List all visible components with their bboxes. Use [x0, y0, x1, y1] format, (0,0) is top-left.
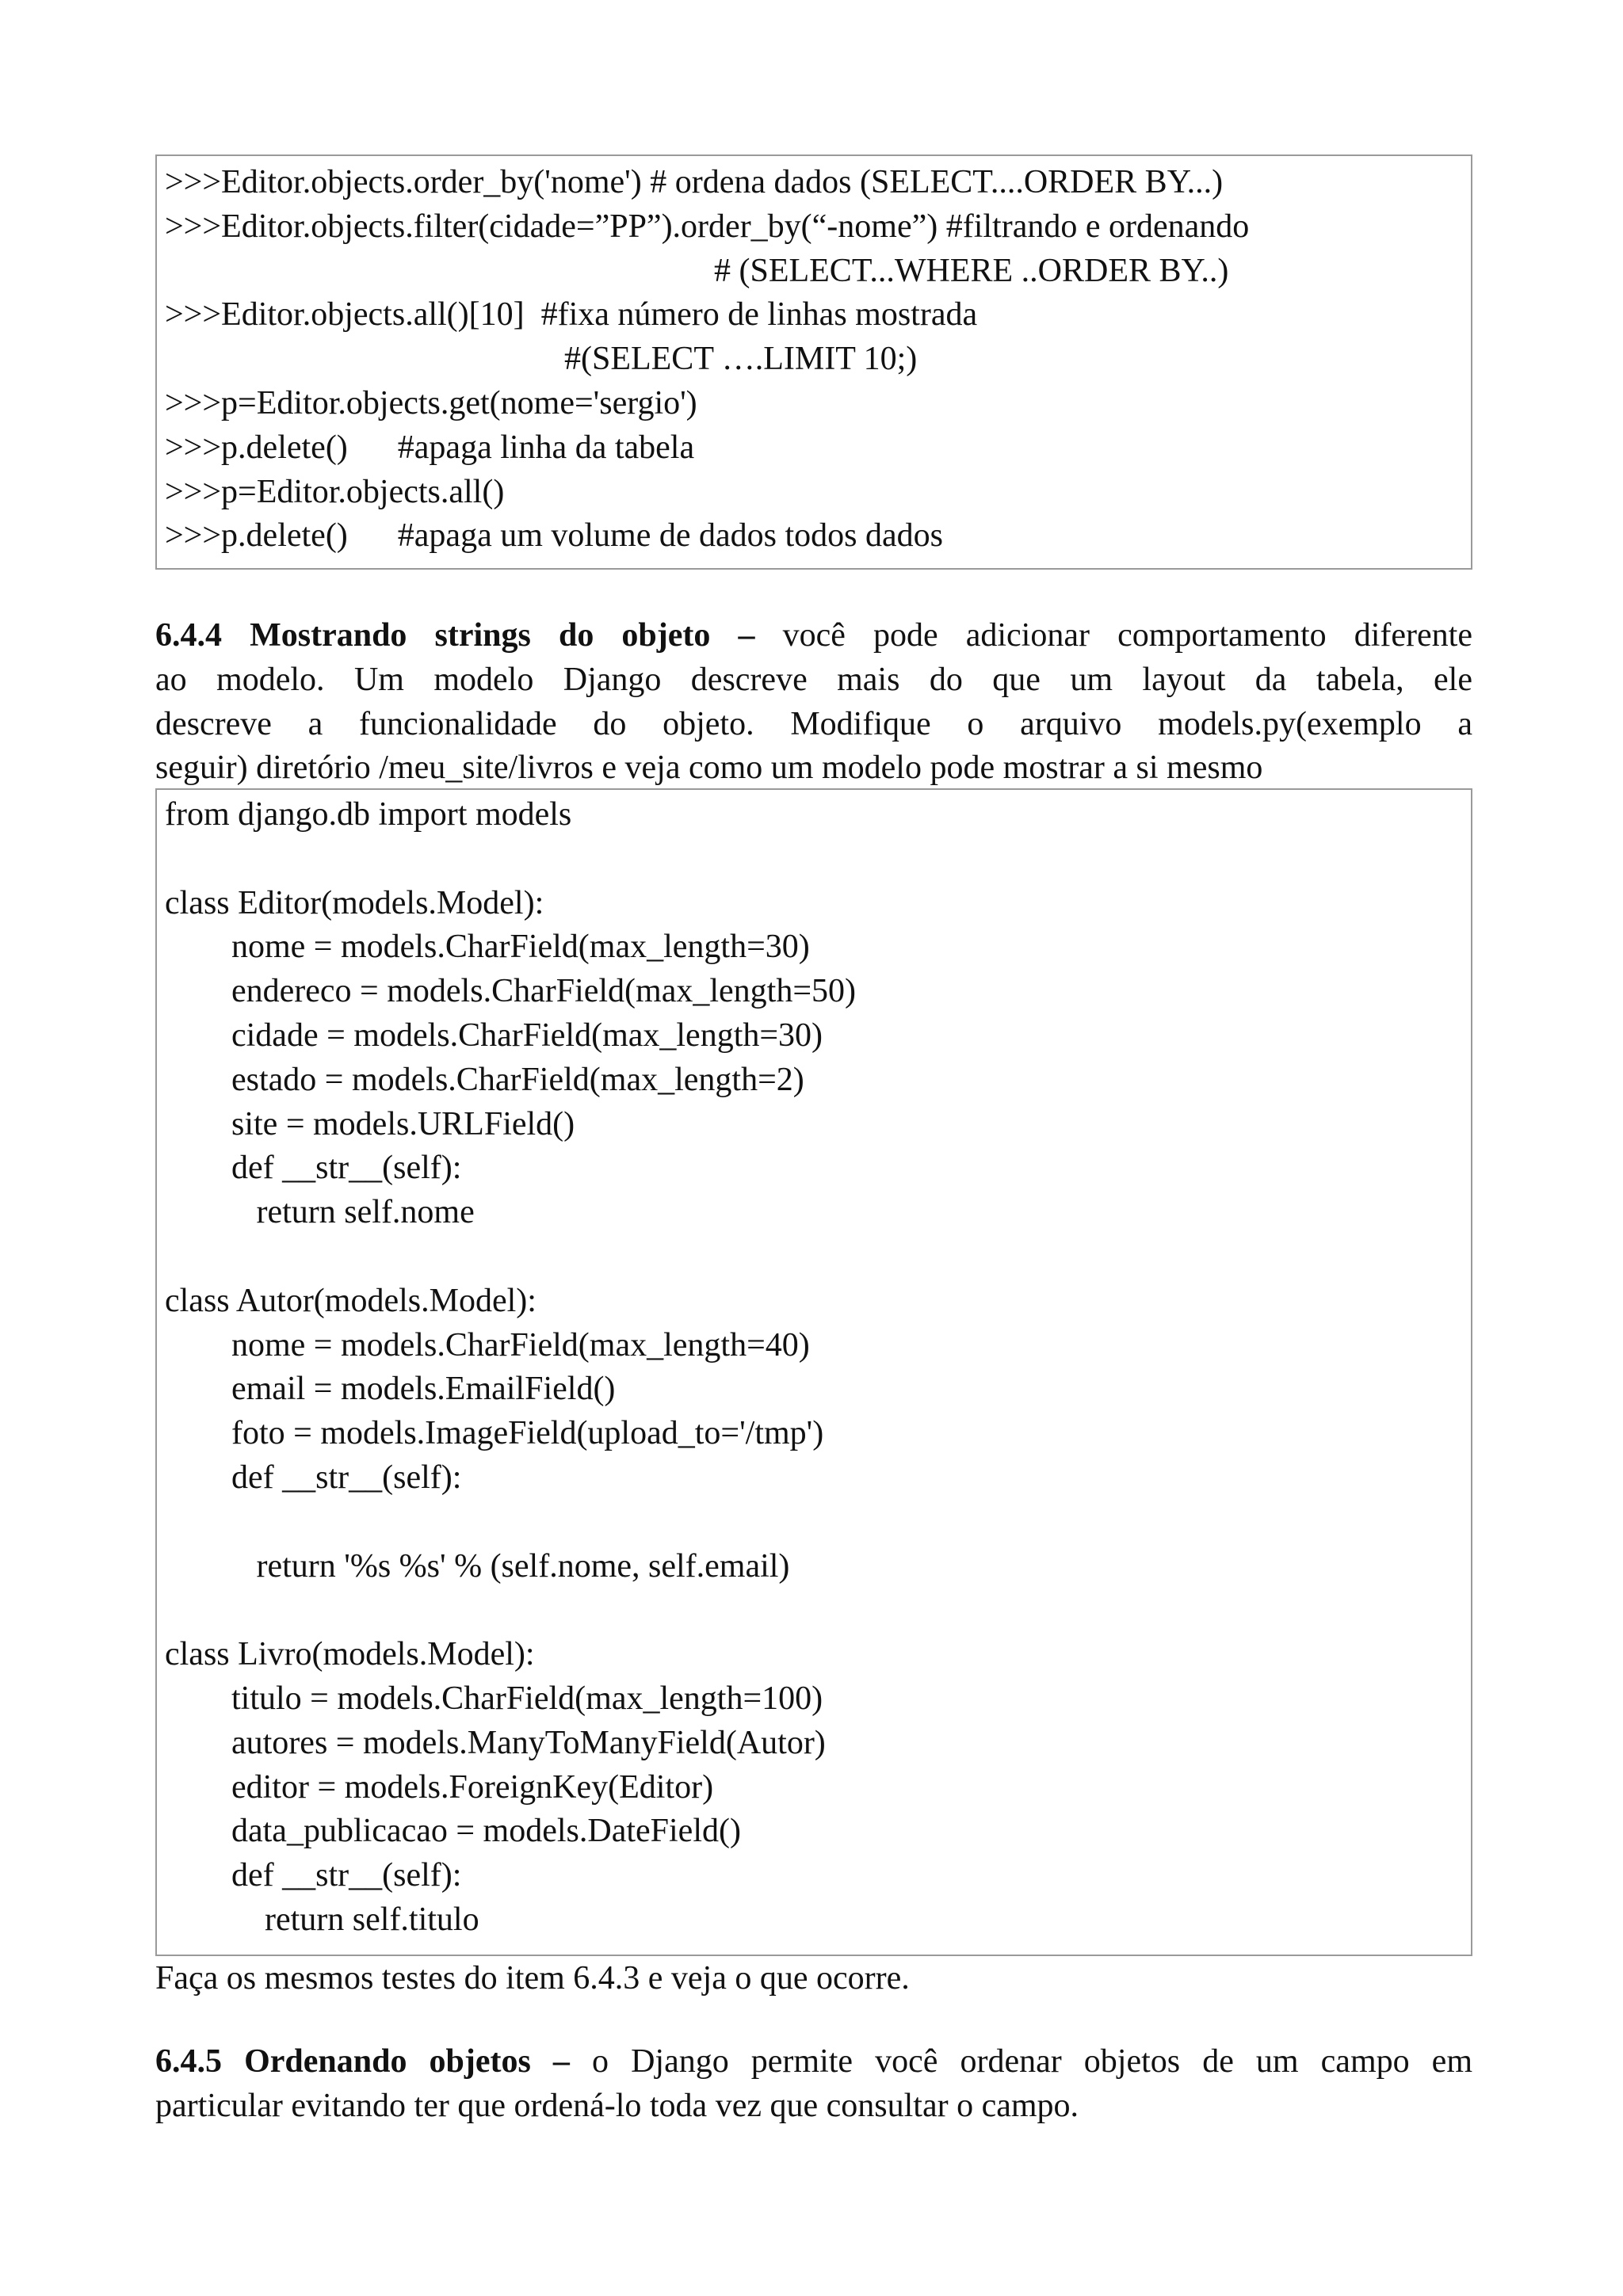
code-line: nome = models.CharField(max_length=30) [165, 929, 810, 966]
code-line: class Livro(models.Model): [165, 1636, 535, 1673]
code-line [165, 1235, 1471, 1280]
code-line: >>>p.delete() #apaga um volume de dados todos dados [165, 517, 943, 555]
code-line [165, 1501, 1471, 1545]
code-line: def __str__(self): [165, 1857, 462, 1894]
after-code-paragraph [155, 1957, 1472, 2001]
code-line: cidade = models.CharField(max_length=30) [165, 1016, 823, 1054]
code-line: data_publicacao = models.DateField() [165, 1813, 741, 1850]
paragraph-text: o Django permite você ordenar objetos de um campo em [569, 2043, 1472, 2080]
code-block-queries [155, 154, 1472, 570]
paragraph-line: Faça os mesmos testes do item 6.4.3 e veja o que ocorre. [155, 1960, 910, 1997]
code-line [165, 837, 1471, 882]
paragraph-line: seguir) diretório /meu_site/livros e veja como um modelo pode mostrar a si mesmo [155, 749, 1263, 787]
code-line: estado = models.CharField(max_length=2) [165, 1061, 804, 1098]
code-line: class Autor(models.Model): [165, 1282, 537, 1319]
code-block-models [155, 788, 1472, 1956]
code-line: # (SELECT...WHERE ..ORDER BY..) [165, 252, 1229, 289]
code-line [165, 1589, 1471, 1633]
code-line: >>>p=Editor.objects.all() [165, 473, 505, 510]
code-line: autores = models.ManyToManyField(Autor) [165, 1724, 826, 1761]
code-line: class Editor(models.Model): [165, 884, 544, 921]
code-line: >>>Editor.objects.order_by('nome') # ordena dados (SELECT....ORDER BY...) [165, 164, 1224, 200]
code-line: return self.titulo [165, 1901, 479, 1938]
paragraph-line: particular evitando ter que ordená-lo toda vez que consultar o campo. [155, 2087, 1079, 2124]
code-line: from django.db import models [165, 796, 572, 833]
code-line: site = models.URLField() [165, 1105, 575, 1142]
section-heading: 6.4.4 Mostrando strings do objeto – [155, 617, 755, 654]
code-line: >>>p=Editor.objects.get(nome='sergio') [165, 384, 697, 421]
paragraph-text: você pode adicionar comportamento diferente [754, 617, 1472, 654]
code-line: return self.nome [165, 1194, 475, 1231]
code-line: nome = models.CharField(max_length=40) [165, 1326, 810, 1363]
paragraph-line [155, 2040, 1472, 2084]
section-6-4-4-paragraph [155, 614, 1472, 791]
section-heading: 6.4.5 Ordenando objetos – [155, 2043, 570, 2080]
code-line: return '%s %s' % (self.nome, self.email) [165, 1547, 790, 1585]
paragraph-line: descreve a funcionalidade do objeto. Modifique o arquivo models.py(exemplo a [155, 705, 1472, 742]
code-line: email = models.EmailField() [165, 1371, 616, 1408]
code-line: >>>Editor.objects.filter(cidade=”PP”).order_by(“-nome”) #filtrando e ordenando [165, 208, 1250, 245]
paragraph-line [155, 614, 1472, 658]
code-line: >>>p.delete() #apaga linha da tabela [165, 429, 695, 466]
code-line: >>>Editor.objects.all()[10] #fixa número de linhas mostrada [165, 296, 978, 334]
code-line: foto = models.ImageField(upload_to='/tmp') [165, 1415, 824, 1452]
paragraph-line: ao modelo. Um modelo Django descreve mais do que um layout da tabela, ele [155, 661, 1472, 698]
code-line: titulo = models.CharField(max_length=100) [165, 1680, 823, 1717]
code-line: def __str__(self): [165, 1459, 462, 1496]
code-line: editor = models.ForeignKey(Editor) [165, 1768, 714, 1806]
section-6-4-5-paragraph [155, 2040, 1472, 2129]
code-line: #(SELECT ….LIMIT 10;) [165, 341, 918, 378]
code-line: endereco = models.CharField(max_length=50) [165, 973, 856, 1010]
code-line: def __str__(self): [165, 1150, 462, 1187]
